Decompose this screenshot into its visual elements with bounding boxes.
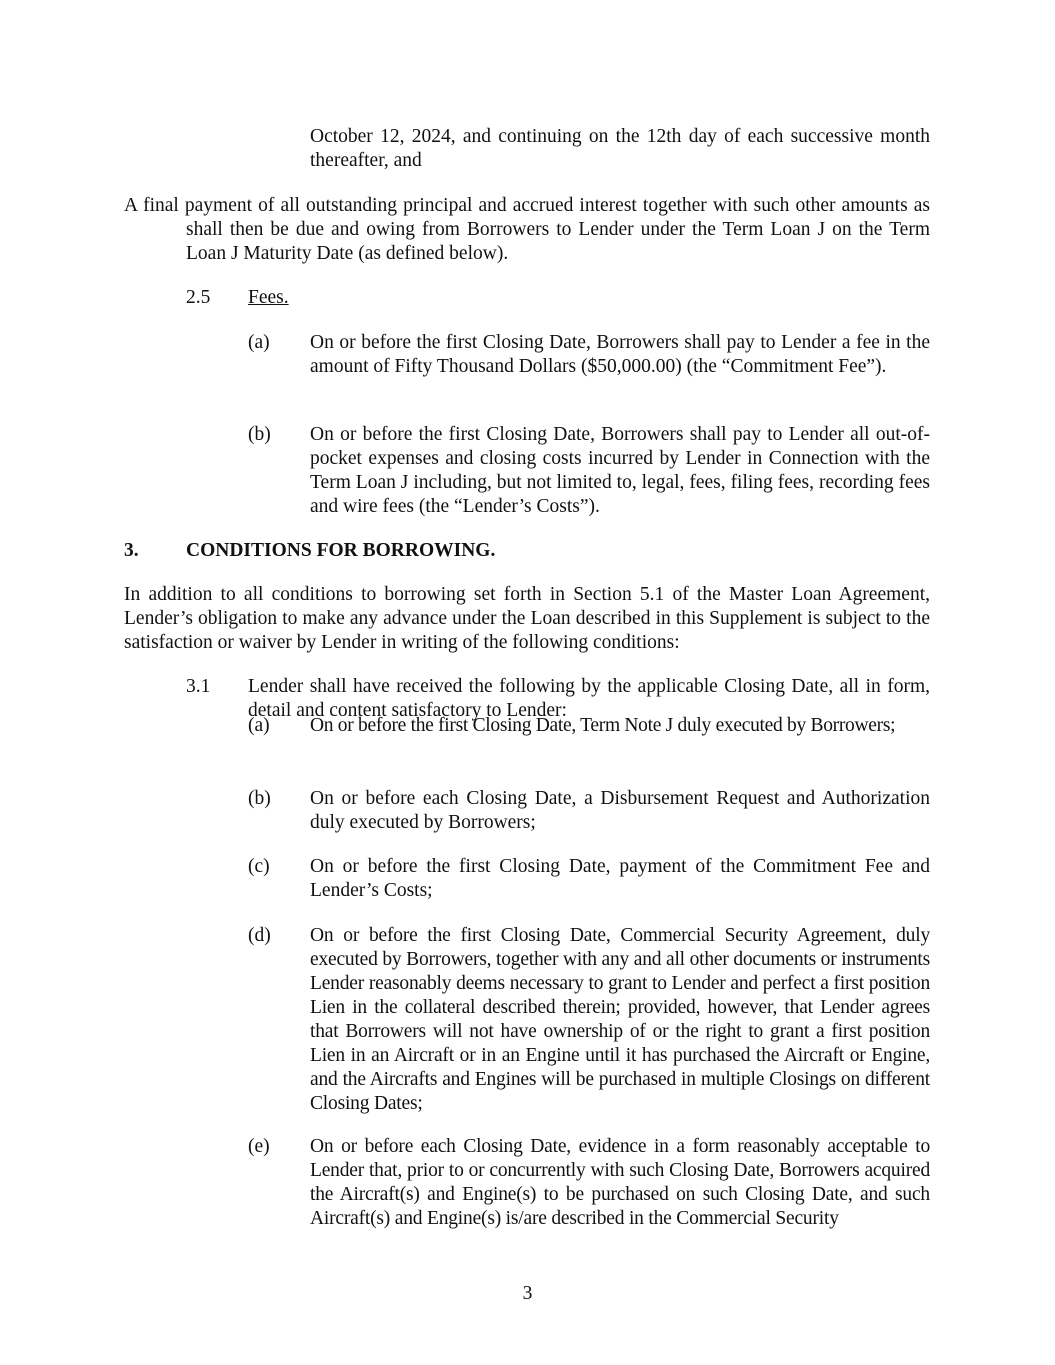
section-3-number: 3. <box>124 540 139 561</box>
section-2-5-title: Fees. <box>248 287 289 308</box>
continued-paragraph: October 12, 2024, and continuing on the 12th day of each successive month thereafter, and <box>310 126 930 171</box>
condition-item-a-text: On or before the first Closing Date, Term Note J duly executed by Borrowers; <box>310 715 896 736</box>
section-3-intro: In addition to all conditions to borrowing set forth in Section 5.1 of the Master Loan Agreement, Lender’s obligation to make any advance under the Loan described in this Supplement is subject to the satisfaction or waiver by Lender in writing of the following conditions: <box>124 584 930 653</box>
fees-item-a-label: (a) <box>248 332 270 353</box>
fees-item-b-text: On or before the first Closing Date, Borrowers shall pay to Lender all out-of-pocket expenses and closing costs incurred by Lender in Connection with the Term Loan J including, but not limited to, legal, fees, filing fees, recording fees and wire fees (the “Lender’s Costs”). <box>310 424 930 517</box>
final-payment-paragraph: A final payment of all outstanding principal and accrued interest together with such other amounts as shall then be due and owing from Borrowers to Lender under the Term Loan J on the Term Loan J Maturity Date (as defined below). <box>124 195 930 264</box>
condition-item-c-label: (c) <box>248 856 270 877</box>
condition-item-d-label: (d) <box>248 925 271 946</box>
section-2-5-number: 2.5 <box>186 287 211 308</box>
condition-item-e-text: On or before each Closing Date, evidence in a form reasonably acceptable to Lender that, prior to or concurrently with such Closing Date, Borrowers acquired the Aircraft(s) and Engine(s) to be purchased on such Closing Date, and such Aircraft(s) and Engine(s) is/are described in the Commercial Security <box>310 1136 930 1229</box>
fees-item-a-text: On or before the first Closing Date, Borrowers shall pay to Lender a fee in the amount of Fifty Thousand Dollars ($50,000.00) (the “Commitment Fee”). <box>310 332 930 377</box>
fees-item-b-label: (b) <box>248 424 271 445</box>
condition-item-a-label: (a) <box>248 715 270 736</box>
section-3-1-number: 3.1 <box>186 676 211 697</box>
condition-item-e-label: (e) <box>248 1136 270 1157</box>
section-3-1-text: Lender shall have received the following by the applicable Closing Date, all in form, detail and content satisfactory to Lender: <box>248 676 930 721</box>
page-number: 3 <box>522 1283 533 1304</box>
condition-item-b-label: (b) <box>248 788 271 809</box>
condition-item-d-text: On or before the first Closing Date, Commercial Security Agreement, duly executed by Borrowers, together with any and all other documents or instruments Lender reasonably deems necessary to grant to Lender and perfect a first position Lien in the collateral described therein; provided, however, that Lender agrees that Borrowers will not have ownership of or the right to grant a first position Lien in an Aircraft or in an Engine until it has purchased the Aircraft or Engine, and the Aircrafts and Engines will be purchased in multiple Closings on different Closing Dates; <box>310 925 930 1114</box>
condition-item-c-text: On or before the first Closing Date, payment of the Commitment Fee and Lender’s Costs; <box>310 856 930 901</box>
condition-item-b-text: On or before each Closing Date, a Disbursement Request and Authorization duly executed by Borrowers; <box>310 788 930 833</box>
section-3-title: CONDITIONS FOR BORROWING. <box>186 540 496 561</box>
